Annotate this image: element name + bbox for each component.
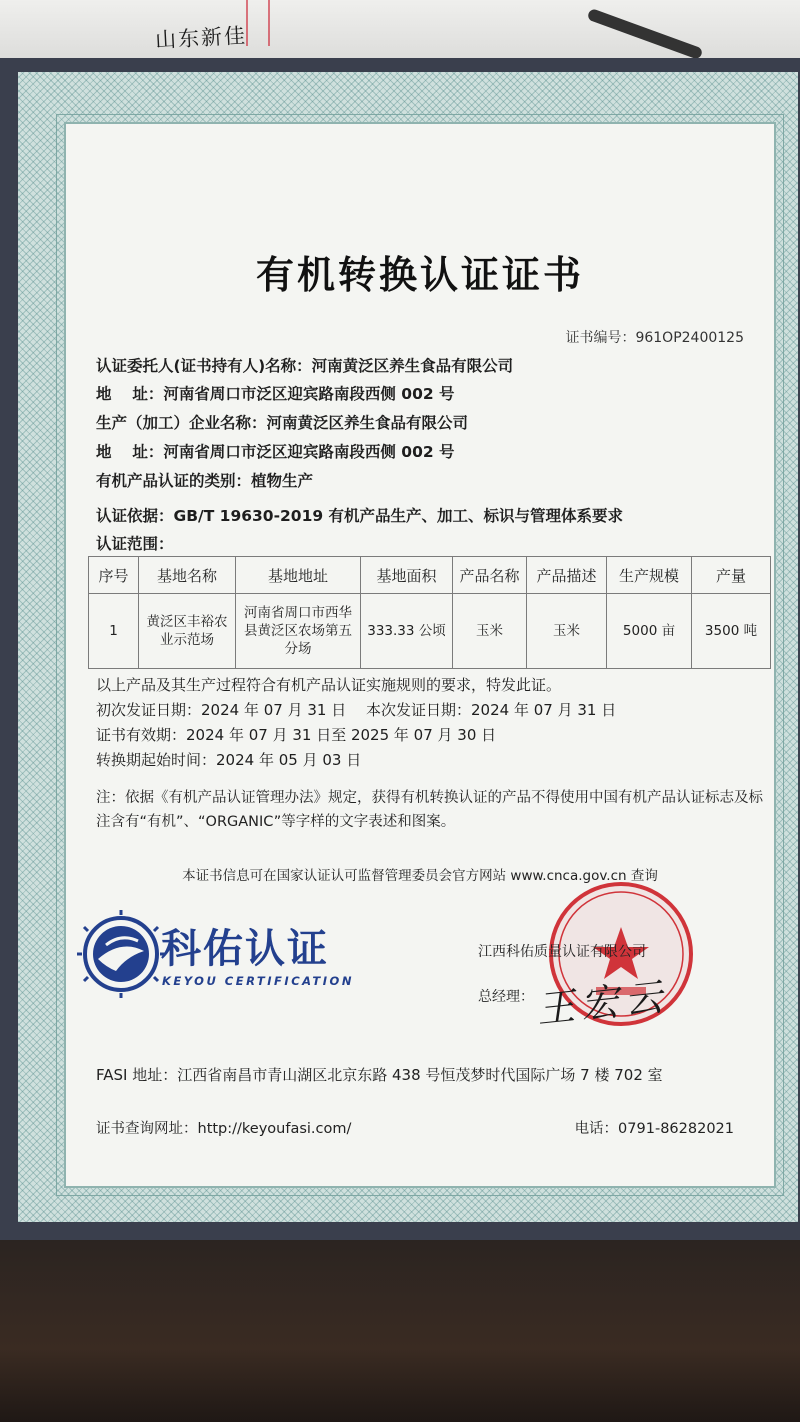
producer-address: 地 址：河南省周口市泛区迎宾路南段西侧 002 号 — [96, 443, 455, 461]
query-website: 证书查询网址：http://keyoufasi.com/ — [96, 1121, 352, 1137]
certificate-frame — [18, 72, 798, 1222]
holder-address: 地 址：河南省周口市泛区迎宾路南段西侧 002 号 — [96, 385, 455, 403]
table-header: 基地面积 — [361, 557, 453, 594]
certification-basis: 认证依据：GB/T 19630-2019 有机产品生产、加工、标识与管理体系要求 — [96, 507, 624, 525]
signature: 王宏云 — [534, 974, 671, 1032]
logo-chinese-name: 科佑认证 — [161, 926, 329, 972]
table-header: 基地地址 — [236, 557, 361, 594]
producer-name: 生产（加工）企业名称：河南黄泛区养生食品有限公司 — [96, 414, 469, 432]
logo-english-name: KEYOU CERTIFICATION — [162, 974, 354, 988]
table-header: 生产规模 — [607, 557, 692, 594]
table-cell: 黄泛区丰裕农业示范场 — [139, 594, 236, 669]
certificate-number: 证书编号：961OP2400125 — [565, 330, 744, 346]
wooden-floor — [0, 1240, 800, 1422]
table-header-row — [89, 557, 771, 594]
table-cell: 河南省周口市西华县黄泛区农场第五分场 — [236, 594, 361, 669]
query-line: 本证书信息可在国家认证认可监督管理委员会官方网站 www.cnca.gov.cn 查询 — [182, 868, 658, 884]
table-cell: 3500 吨 — [692, 594, 771, 669]
table-header: 基地名称 — [139, 557, 236, 594]
scope-label: 认证范围： — [96, 535, 174, 553]
note-text: 注：依据《有机产品认证管理办法》规定，获得有机转换认证的产品不得使用中国有机产品认证标志及标注含有“有机”、“ORGANIC”等字样的文字表述和图案。 — [96, 790, 763, 830]
general-manager-label: 总经理： — [478, 989, 534, 1005]
background-paper-text: 山东新佳 — [154, 23, 248, 53]
certificate-title: 有机转换认证证书 — [255, 253, 584, 297]
table-header: 产量 — [692, 557, 771, 594]
certificate-body — [66, 124, 774, 1186]
pen-object — [587, 8, 704, 60]
first-issue-date: 初次发证日期：2024 年 07 月 31 日 — [96, 701, 347, 719]
phone-number: 电话：0791-86282021 — [574, 1121, 734, 1137]
issuing-company: 江西科佑质量认证有限公司 — [478, 944, 646, 960]
validity-period: 证书有效期：2024 年 07 月 31 日至 2025 年 07 月 30 日 — [96, 726, 497, 744]
holder-name: 认证委托人(证书持有人)名称：河南黄泛区养生食品有限公司 — [96, 357, 514, 375]
conformity-statement: 以上产品及其生产过程符合有机产品认证实施规则的要求，特发此证。 — [96, 676, 562, 694]
background-stamp-fragment — [246, 0, 270, 46]
conversion-start: 转换期起始时间：2024 年 05 月 03 日 — [96, 751, 362, 769]
table-cell: 玉米 — [527, 594, 607, 669]
table-header: 产品名称 — [453, 557, 527, 594]
table-cell: 5000 亩 — [607, 594, 692, 669]
table-cell: 333.33 公顷 — [361, 594, 453, 669]
company-address: FASI 地址：江西省南昌市青山湖区北京东路 438 号恒茂梦时代国际广场 7 楼 702 室 — [96, 1066, 663, 1084]
scope-table — [88, 556, 771, 669]
table-cell: 1 — [89, 594, 139, 669]
product-category: 有机产品认证的类别：植物生产 — [96, 472, 314, 490]
table-header: 产品描述 — [527, 557, 607, 594]
background-paper — [0, 0, 800, 62]
table-cell: 玉米 — [453, 594, 527, 669]
table-row — [89, 594, 771, 669]
current-issue-date: 本次发证日期：2024 年 07 月 31 日 — [366, 701, 617, 719]
table-header: 序号 — [89, 557, 139, 594]
